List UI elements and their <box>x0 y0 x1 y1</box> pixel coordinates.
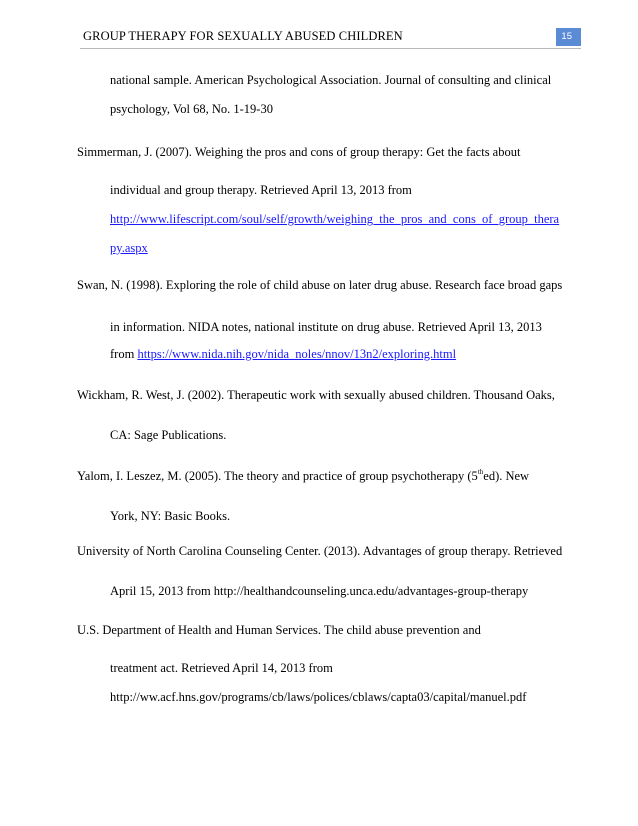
reference-line: York, NY: Basic Books. <box>110 509 231 523</box>
reference-line <box>110 346 456 362</box>
reference-link[interactable]: https://www.nida.nih.gov/nida_noles/nnov/13n2/exploring.html <box>137 347 457 361</box>
reference-text: from <box>110 347 138 361</box>
reference-line: April 15, 2013 from http://healthandcounseling.unca.edu/advantages-group-therapy <box>110 584 529 598</box>
running-head: GROUP THERAPY FOR SEXUALLY ABUSED CHILDREN <box>83 29 403 43</box>
reference-line: in information. NIDA notes, national institute on drug abuse. Retrieved April 13, 2013 <box>110 320 542 334</box>
reference-line <box>77 468 529 484</box>
reference-line: treatment act. Retrieved April 14, 2013 from <box>110 661 333 675</box>
reference-line: U.S. Department of Health and Human Services. The child abuse prevention and <box>77 623 481 637</box>
reference-line: University of North Carolina Counseling Center. (2013). Advantages of group therapy. Retrieved <box>77 544 563 558</box>
reference-line: Wickham, R. West, J. (2002). Therapeutic work with sexually abused children. Thousand Oaks, <box>77 388 555 402</box>
reference-line: CA: Sage Publications. <box>110 428 227 442</box>
reference-text: Yalom, I. Leszez, M. (2005). The theory and practice of group psychotherapy (5 <box>77 469 478 483</box>
page-number: 15 <box>556 28 581 46</box>
page-header <box>80 28 581 49</box>
reference-line: psychology, Vol 68, No. 1-19-30 <box>110 102 273 116</box>
reference-link[interactable]: py.aspx <box>110 241 148 255</box>
superscript: th <box>477 468 484 476</box>
reference-line: http://ww.acf.hns.gov/programs/cb/laws/polices/cblaws/capta03/capital/manuel.pdf <box>110 690 527 704</box>
reference-line: individual and group therapy. Retrieved April 13, 2013 from <box>110 183 412 197</box>
reference-line: Swan, N. (1998). Exploring the role of child abuse on later drug abuse. Research face broad gaps <box>77 278 563 292</box>
reference-line: Simmerman, J. (2007). Weighing the pros and cons of group therapy: Get the facts about <box>77 145 521 159</box>
reference-line: national sample. American Psychological Association. Journal of consulting and clinical <box>110 73 552 87</box>
reference-link[interactable]: http://www.lifescript.com/soul/self/growth/weighing_the_pros_and_cons_of_group_thera <box>110 212 560 226</box>
reference-text: ed). New <box>483 469 530 483</box>
